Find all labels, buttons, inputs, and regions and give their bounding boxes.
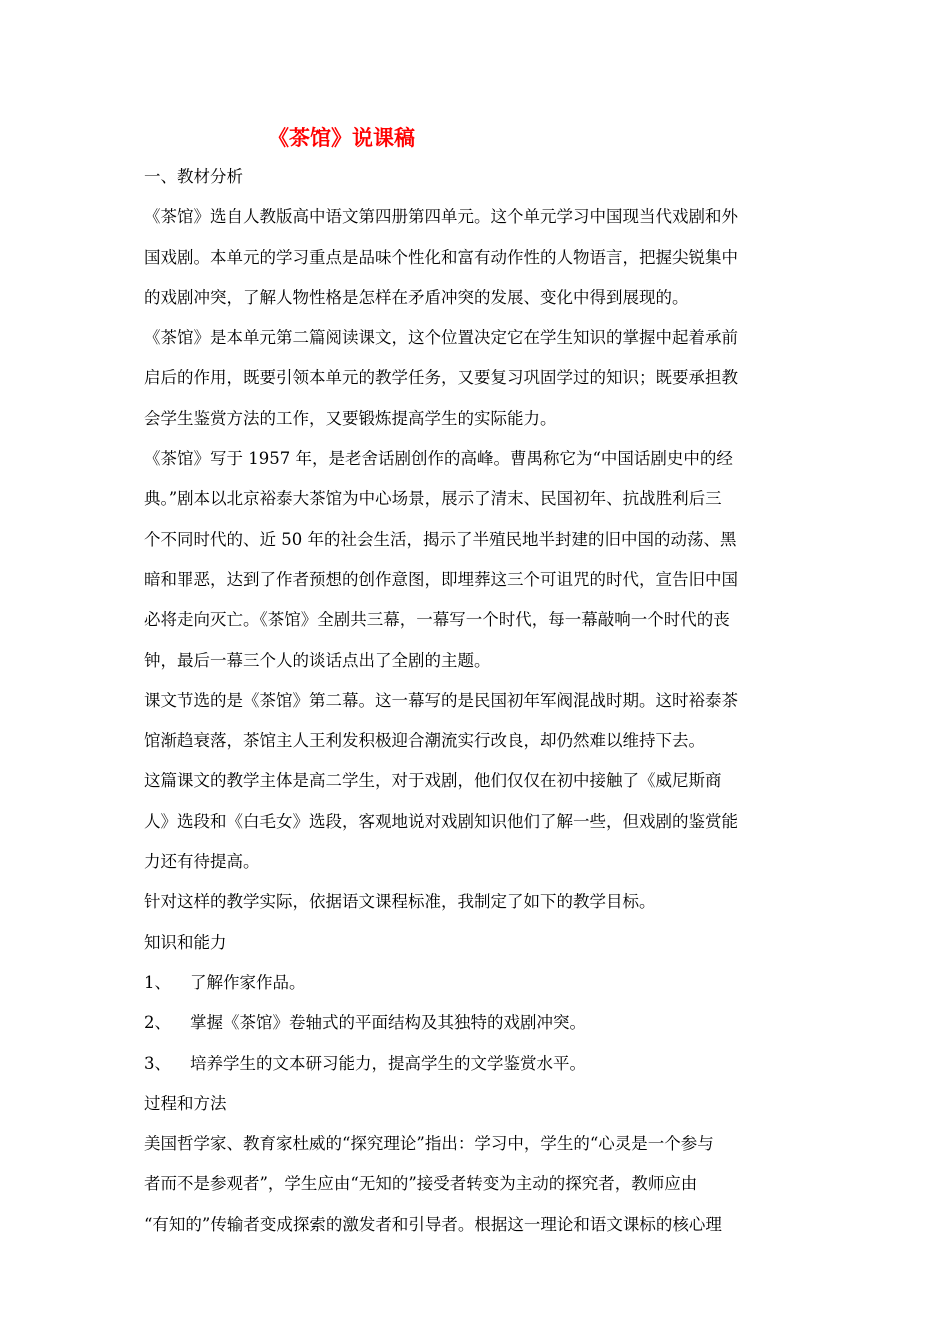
paragraph-line: 者而不是参观者”，学生应由“无知的”接受者转变为主动的探究者，教师应由 xyxy=(144,1174,698,1194)
paragraph-line: 钟，最后一幕三个人的谈话点出了全剧的主题。 xyxy=(144,650,491,670)
section-heading: 一、教材分析 xyxy=(144,167,243,186)
paragraph-line: 这篇课文的教学主体是高二学生，对于戏剧，他们仅仅在初中接触了《威尼斯商 xyxy=(144,771,722,791)
list-item-text: 了解作家作品。 xyxy=(190,972,306,992)
paragraph-line: 课文节选的是《茶馆》第二幕。这一幕写的是民国初年军阀混战时期。这时裕泰茶 xyxy=(144,690,738,710)
paragraph-line: 会学生鉴赏方法的工作，又要锻炼提高学生的实际能力。 xyxy=(144,408,557,428)
paragraph-line: 美国哲学家、教育家杜威的“探究理论”指出：学习中，学生的“心灵是一个参与 xyxy=(144,1134,714,1154)
document-title: 《茶馆》说课稿 xyxy=(268,125,415,150)
list-item xyxy=(144,968,808,998)
paragraph-line: 启后的作用，既要引领本单元的教学任务，又要复习巩固学过的知识；既要承担教 xyxy=(144,368,738,388)
paragraph-line: 典。”剧本以北京裕泰大茶馆为中心场景，展示了清末、民国初年、抗战胜利后三 xyxy=(144,489,722,509)
paragraph-line: 力还有待提高。 xyxy=(144,852,260,872)
list-item-number: 1、 xyxy=(144,972,171,992)
paragraph-line: “有知的”传输者变成探索的激发者和引导者。根据这一理论和语文课标的核心理 xyxy=(144,1214,722,1234)
paragraph-line: 馆渐趋衰落，茶馆主人王利发积极迎合潮流实行改良，却仍然难以维持下去。 xyxy=(144,731,705,751)
subsection-heading: 知识和能力 xyxy=(144,932,227,952)
list-item-number: 3、 xyxy=(144,1053,171,1073)
paragraph-line: 个不同时代的、近 50 年的社会生活，揭示了半殖民地半封建的旧中国的动荡、黑 xyxy=(144,529,737,549)
paragraph-line: 的戏剧冲突，了解人物性格是怎样在矛盾冲突的发展、变化中得到展现的。 xyxy=(144,287,689,307)
paragraph-line: 国戏剧。本单元的学习重点是品味个性化和富有动作性的人物语言，把握尖锐集中 xyxy=(144,247,738,267)
document-body xyxy=(144,162,808,1250)
list-item-text: 掌握《茶馆》卷轴式的平面结构及其独特的戏剧冲突。 xyxy=(190,1013,586,1033)
paragraph-line: 暗和罪恶，达到了作者预想的创作意图，即埋葬这三个可诅咒的时代，宣告旧中国 xyxy=(144,569,738,589)
paragraph-line: 人》选段和《白毛女》选段，客观地说对戏剧知识他们了解一些，但戏剧的鉴赏能 xyxy=(144,811,738,831)
paragraph-line: 《茶馆》是本单元第二篇阅读课文，这个位置决定它在学生知识的掌握中起着承前 xyxy=(144,328,738,348)
list-item xyxy=(144,1049,808,1079)
subsection-heading: 过程和方法 xyxy=(144,1093,227,1113)
list-item-text: 培养学生的文本研习能力，提高学生的文学鉴赏水平。 xyxy=(190,1053,586,1073)
paragraph-line: 必将走向灭亡。《茶馆》全剧共三幕，一幕写一个时代，每一幕敲响一个时代的丧 xyxy=(144,610,730,630)
paragraph-line: 《茶馆》写于 1957 年，是老舍话剧创作的高峰。曹禺称它为“中国话剧史中的经 xyxy=(144,449,733,469)
paragraph-line: 《茶馆》选自人教版高中语文第四册第四单元。这个单元学习中国现当代戏剧和外 xyxy=(144,207,738,227)
paragraph-line: 针对这样的教学实际，依据语文课程标准，我制定了如下的教学目标。 xyxy=(144,892,656,912)
list-item xyxy=(144,1008,808,1038)
list-item-number: 2、 xyxy=(144,1013,171,1033)
